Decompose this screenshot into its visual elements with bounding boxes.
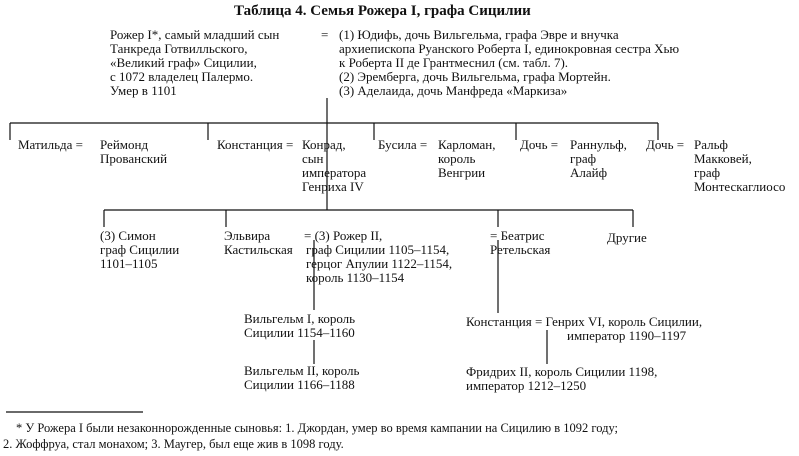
busila: Бусила = [378,137,428,152]
matilda: Матильда = [18,137,84,152]
others: Другие [607,230,647,245]
frederick-ii: Фридрих II, король Сицилии 1198, император 1212–1250 [466,364,658,393]
ralph: Ральф Макковей, граф Монтескаглиосо [694,137,786,194]
conrad: Конрад, сын императора Генриха IV [302,137,367,194]
raymond: Реймонд Прованский [100,137,168,166]
roger-i-wives: (1) Юдифь, дочь Вильгельма, графа Эвре и внучка архиепископа Руанского Роберта I, единокровная сестра Хью к Роберта II де Грантмеснил (см. табл. 7). (2) Эремберга, дочь Вильгельма, графа Мортейн. (3) Аделаида, дочь Манфреда «Маркиза» [339,27,680,98]
elvira: Эльвира Кастильская [224,228,293,257]
page-title: Таблица 4. Семья Рожера I, графа Сицилии [234,3,531,19]
footnote-line-1: * У Рожера I были незаконнорожденные сыновья: 1. Джордан, умер во время кампании на Сицилию в 1092 году; [16,421,619,435]
karloman: Карломан, король Венгрии [438,137,496,180]
roger-i: Рожер I*, самый младший сын Танкреда Готвилльского, «Великий граф» Сицилии, с 1072 владелец Палермо. Умер в 1101 [110,27,280,98]
roger-i-marriage-sign: = [321,27,329,42]
daughter-2: Дочь = [646,137,685,152]
footnote-line-2: 2. Жоффруа, стал монахом; 3. Маугер, был еще жив в 1098 году. [3,437,344,451]
william-i: Вильгельм I, король Сицилии 1154–1160 [244,311,356,340]
beatrice: = Беатрис Ретельская [490,228,551,257]
rainulf: Раннульф, граф Алайф [570,137,627,180]
simon: (3) Симон граф Сицилии 1101–1105 [100,228,180,271]
henry-vi-emperor: император 1190–1197 [567,328,687,343]
constance: Констанция = [217,137,294,152]
william-ii: Вильгельм II, король Сицилии 1166–1188 [244,363,360,392]
daughter-1: Дочь = [520,137,559,152]
roger-ii-marriage: = (3) Рожер II, [304,228,383,243]
roger-ii: граф Сицилии 1105–1154, герцог Апулии 1122–1154, король 1130–1154 [306,242,453,285]
constance-henry-vi: Констанция = Генрих VI, король Сицилии, [466,314,703,329]
